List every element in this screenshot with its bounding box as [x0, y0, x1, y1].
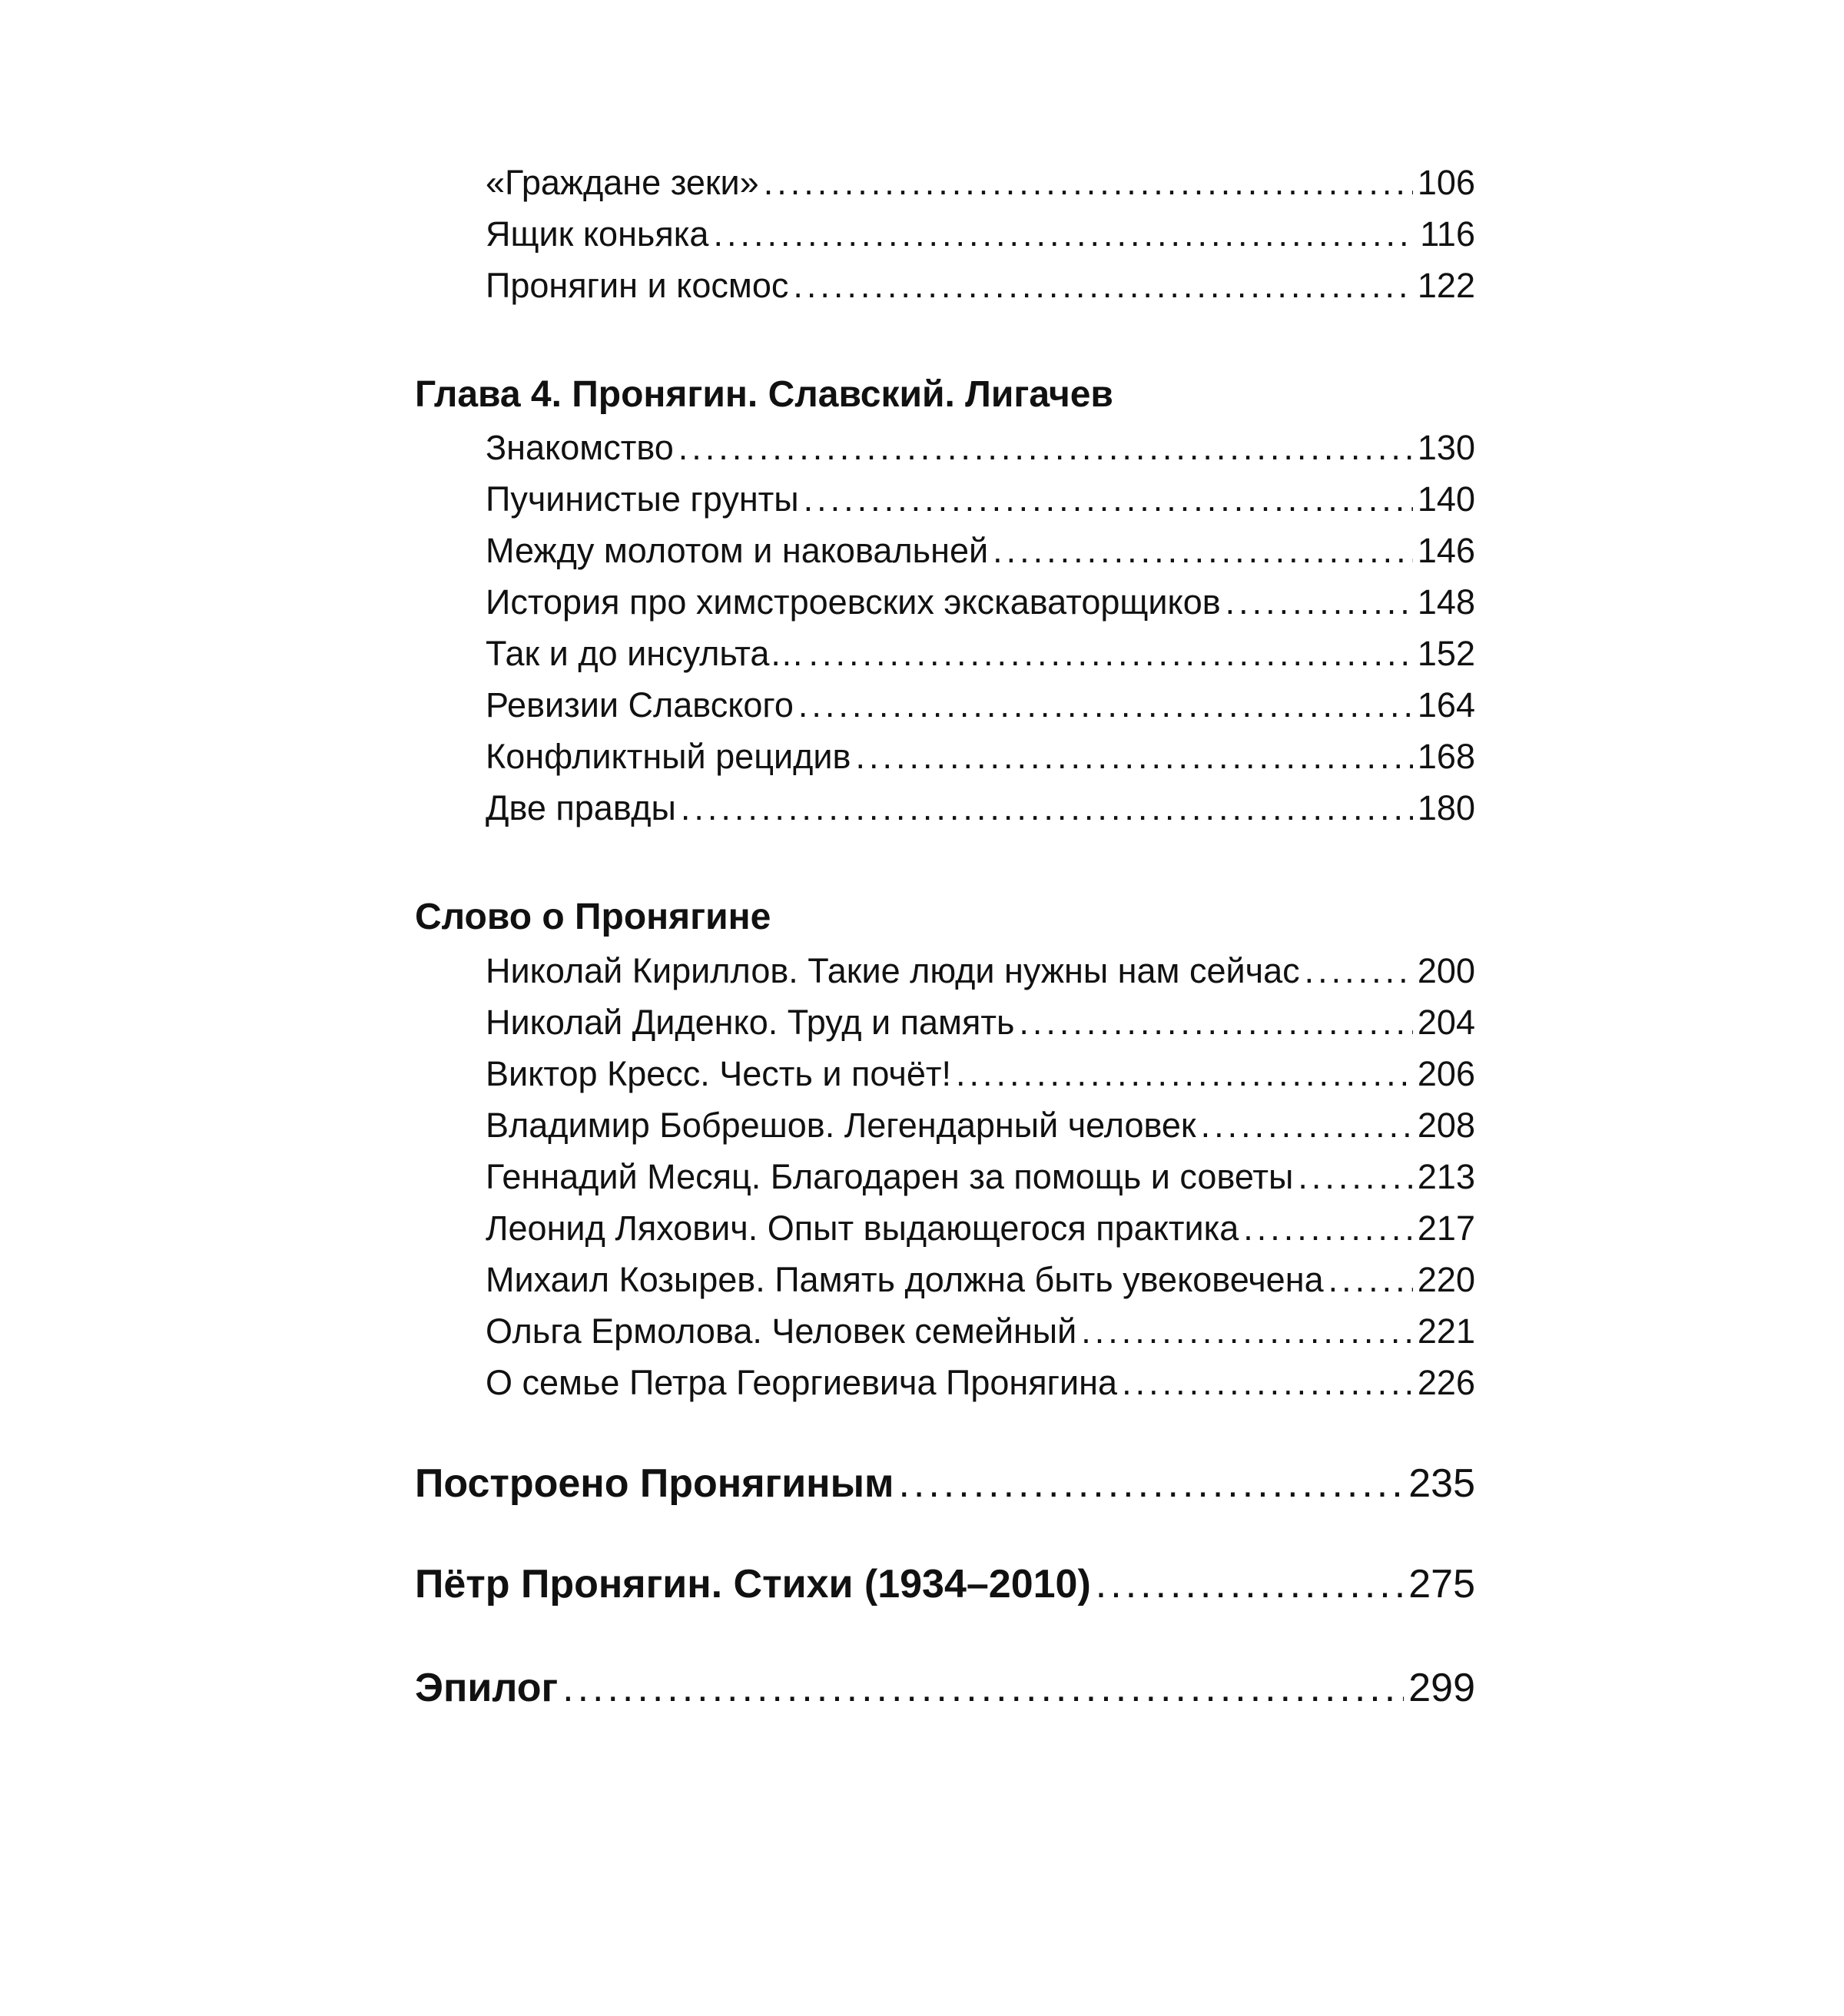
toc-entry-page: 168	[1417, 737, 1475, 776]
toc-entry	[486, 787, 1475, 830]
toc-entry-title: Конфликтный рецидив	[486, 737, 851, 776]
dot-leader	[1243, 1207, 1413, 1250]
toc-entry	[486, 1310, 1475, 1353]
toc-entry	[486, 264, 1475, 307]
toc-entry-page: 200	[1417, 951, 1475, 990]
toc-entry	[486, 478, 1475, 521]
toc-entry-page: 116	[1420, 214, 1475, 254]
toc-entry	[486, 1053, 1475, 1096]
toc-entry-title: Две правды	[486, 788, 676, 827]
toc-entry-page: 206	[1417, 1054, 1475, 1093]
toc-entry-page: 204	[1417, 1003, 1475, 1042]
toc-entry-page: 148	[1417, 582, 1475, 622]
toc-entry-title: История про химстроевских экскаваторщиков	[486, 582, 1221, 622]
dot-leader	[1096, 1559, 1404, 1610]
toc-entry-page: 226	[1417, 1363, 1475, 1402]
dot-leader	[678, 426, 1413, 469]
toc-entry-title: Пронягин и космос	[486, 266, 789, 305]
dot-leader	[804, 478, 1413, 521]
toc-entry-title: О семье Петра Георгиевича Пронягина	[486, 1363, 1118, 1402]
toc-entry-page: 217	[1417, 1209, 1475, 1248]
toc-section-page: 235	[1408, 1461, 1475, 1506]
toc-entry	[486, 735, 1475, 778]
toc-entry-title: Так и до инсульта…	[486, 634, 804, 673]
dot-leader	[1081, 1310, 1413, 1353]
toc-entry-page: 213	[1417, 1157, 1475, 1196]
toc-section	[415, 1458, 1475, 1509]
toc-entry-page: 164	[1417, 685, 1475, 724]
dot-leader	[1201, 1104, 1413, 1147]
toc-entry	[486, 1258, 1475, 1301]
dot-leader	[956, 1053, 1413, 1096]
toc-section-title: Построено Пронягиным	[415, 1461, 894, 1506]
toc-entry	[486, 581, 1475, 624]
toc-entry-page: 221	[1417, 1311, 1475, 1351]
toc-entry-title: Ольга Ермолова. Человек семейный	[486, 1311, 1077, 1351]
toc-entry	[486, 161, 1475, 204]
toc-entry	[486, 1104, 1475, 1147]
dot-leader	[993, 529, 1413, 572]
dot-leader	[1328, 1258, 1413, 1301]
toc-entry-page: 122	[1417, 266, 1475, 305]
toc-entry-page: 180	[1417, 788, 1475, 827]
dot-leader	[798, 684, 1413, 727]
toc-entry-title: «Граждане зеки»	[486, 163, 759, 202]
dot-leader	[713, 213, 1415, 256]
toc-section-title: Эпилог	[415, 1666, 559, 1710]
dot-leader	[1225, 581, 1413, 624]
toc-entry-title: Между молотом и наковальней	[486, 531, 989, 570]
toc-section-title: Пётр Пронягин. Стихи (1934–2010)	[415, 1562, 1091, 1606]
dot-leader	[764, 161, 1413, 204]
dot-leader	[562, 1663, 1404, 1713]
toc-entry-page: 152	[1417, 634, 1475, 673]
toc-entry-title: Николай Кириллов. Такие люди нужны нам сейчас	[486, 951, 1300, 990]
section-heading: Слово о Пронягине	[415, 897, 771, 937]
dot-leader	[681, 787, 1413, 830]
toc-entry-title: Леонид Ляхович. Опыт выдающегося практика	[486, 1209, 1239, 1248]
toc-entry	[486, 1361, 1475, 1404]
toc-entry-page: 106	[1417, 163, 1475, 202]
toc-entry-title: Знакомство	[486, 428, 674, 467]
dot-leader	[1019, 1001, 1413, 1044]
toc-entry	[486, 1001, 1475, 1044]
dot-leader	[1122, 1361, 1413, 1404]
dot-leader	[1298, 1156, 1413, 1199]
toc-entry	[486, 632, 1475, 675]
toc-entry-title: Ящик коньяка	[486, 214, 709, 254]
toc-entry	[486, 1156, 1475, 1199]
dot-leader	[808, 632, 1412, 675]
toc-entry-page: 208	[1417, 1106, 1475, 1145]
toc-entry	[486, 684, 1475, 727]
toc-entry-page: 146	[1417, 531, 1475, 570]
toc-entry-title: Николай Диденко. Труд и память	[486, 1003, 1015, 1042]
toc-section	[415, 1663, 1475, 1713]
dot-leader	[793, 264, 1413, 307]
toc-entry-page: 140	[1417, 479, 1475, 519]
toc-entry-title: Михаил Козырев. Память должна быть увековечена	[486, 1260, 1324, 1299]
toc-section	[415, 1559, 1475, 1610]
toc-entry-title: Виктор Кресс. Честь и почёт!	[486, 1054, 951, 1093]
toc-section-page: 299	[1408, 1666, 1475, 1710]
dot-leader	[1305, 950, 1413, 993]
toc-entry	[486, 426, 1475, 469]
toc-section-page: 275	[1408, 1562, 1475, 1606]
chapter-heading: Глава 4. Пронягин. Славский. Лигачев	[415, 374, 1113, 415]
toc-entry-title: Владимир Бобрешов. Легендарный человек	[486, 1106, 1196, 1145]
toc-entry	[486, 1207, 1475, 1250]
toc-entry	[486, 213, 1475, 256]
toc-entry-title: Ревизии Славского	[486, 685, 794, 724]
dot-leader	[898, 1458, 1404, 1509]
toc-entry-title: Геннадий Месяц. Благодарен за помощь и советы	[486, 1157, 1294, 1196]
toc-entry-title: Пучинистые грунты	[486, 479, 799, 519]
toc-entry-page: 130	[1417, 428, 1475, 467]
dot-leader	[855, 735, 1412, 778]
toc-entry	[486, 529, 1475, 572]
table-of-contents	[415, 0, 1475, 2016]
toc-entry-page: 220	[1417, 1260, 1475, 1299]
toc-entry	[486, 950, 1475, 993]
